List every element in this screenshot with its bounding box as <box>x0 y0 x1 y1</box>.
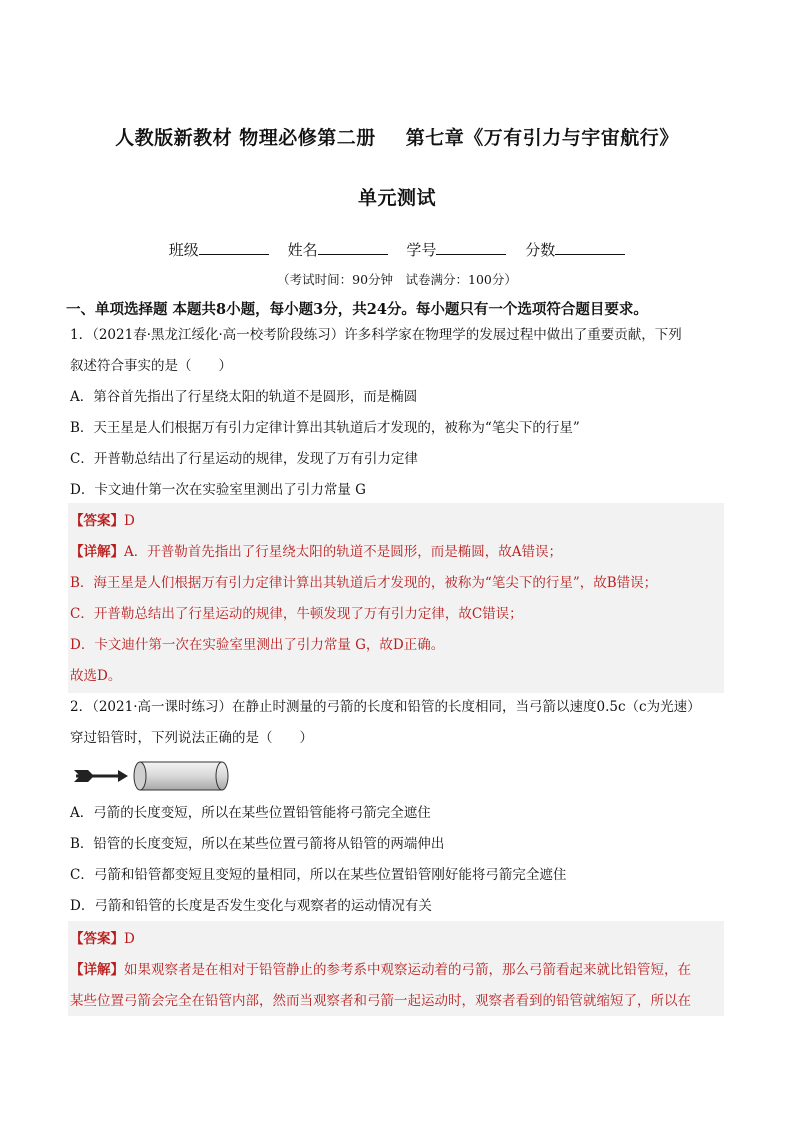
q1-option-a: A．第谷首先指出了行星绕太阳的轨道不是圆形，而是椭圆 <box>70 389 418 405</box>
q1-detail-b: B．海王星是人们根据万有引力定律计算出其轨道后才发现的，被称为“笔尖下的行星”，故B错误； <box>70 575 658 591</box>
q1-stem-line2: 叙述符合事实的是（ ） <box>70 358 232 374</box>
q1-option-c: C．开普勒总结出了行星运动的规律，发现了万有引力定律 <box>70 451 418 467</box>
title-chapter: 第七章《万有引力与宇宙航行》 <box>405 127 679 149</box>
arrow-and-pipe-figure <box>74 760 234 794</box>
q1-stem-line1: 1．（2021春·黑龙江绥化·高一校考阶段练习）许多科学家在物理学的发展过程中做出了重要贡献，下列 <box>70 327 682 343</box>
q1-detail-tag: 【详解】 <box>70 544 124 560</box>
q1-detail-a <box>70 542 730 562</box>
q2-stem-line1: 2．（2021·高一课时练习）在静止时测量的弓箭的长度和铅管的长度相同，当弓箭以速度0.5c（c为光速） <box>70 699 701 715</box>
title-line-1 <box>70 123 724 150</box>
q1-answer-box <box>68 503 724 693</box>
q2-option-d: D．弓箭和铅管的长度是否发生变化与观察者的运动情况有关 <box>70 898 432 914</box>
q2-answer <box>70 929 730 949</box>
q2-detail-line1-text: 如果观察者是在相对于铅管静止的参考系中观察运动着的弓箭，那么弓箭看起来就比铅管短，在 <box>124 962 691 978</box>
title-line-2: 单元测试 <box>357 187 436 209</box>
q2-detail-line1 <box>70 960 730 980</box>
id-label: 学号 <box>406 241 437 259</box>
q1-option-b: B．天王星是人们根据万有引力定律计算出其轨道后才发现的，被称为“笔尖下的行星” <box>70 420 580 436</box>
q2-stem-line2: 穿过铅管时，下列说法正确的是（ ） <box>70 730 313 746</box>
q1-detail-d: D．卡文迪什第一次在实验室里测出了引力常量 G，故D正确。 <box>70 637 445 653</box>
q1-option-d: D．卡文迪什第一次在实验室里测出了引力常量 G <box>70 482 366 498</box>
q1-answer <box>70 511 730 531</box>
name-label: 姓名 <box>287 241 318 259</box>
q2-answer-tag: 【答案】 <box>70 931 124 947</box>
q2-option-a: A．弓箭的长度变短，所以在某些位置铅管能将弓箭完全遮住 <box>70 805 431 821</box>
section-heading: 一、单项选择题 本题共8小题，每小题3分，共24分。每小题只有一个选项符合题目要求。 <box>66 301 648 318</box>
arrow-icon <box>74 770 128 782</box>
q1-answer-value: D <box>124 513 135 529</box>
class-label: 班级 <box>168 241 199 259</box>
name-blank[interactable] <box>318 240 388 255</box>
q1-conclusion: 故选D。 <box>70 668 122 684</box>
q1-detail-c: C．开普勒总结出了行星运动的规律，牛顿发现了万有引力定律，故C错误； <box>70 606 523 622</box>
q1-detail-a-text: A．开普勒首先指出了行星绕太阳的轨道不是圆形，而是椭圆，故A错误； <box>124 544 562 560</box>
exam-note: （考试时间：90分钟 试卷满分：100分） <box>277 272 517 287</box>
title-book: 人教版新教材 物理必修第二册 <box>115 127 376 149</box>
q2-option-c: C．弓箭和铅管都变短且变短的量相同，所以在某些位置铅管刚好能将弓箭完全遮住 <box>70 867 567 883</box>
q2-detail-line2: 某些位置弓箭会完全在铅管内部，然而当观察者和弓箭一起运动时，观察者看到的铅管就缩短了，所以在 <box>70 993 691 1009</box>
q2-detail-tag: 【详解】 <box>70 962 124 978</box>
id-blank[interactable] <box>436 240 506 255</box>
q2-option-b: B．铅管的长度变短，所以在某些位置弓箭将从铅管的两端伸出 <box>70 836 445 852</box>
score-blank[interactable] <box>555 240 625 255</box>
score-label: 分数 <box>525 241 556 259</box>
lead-pipe-icon <box>134 762 228 790</box>
class-blank[interactable] <box>199 240 269 255</box>
q2-answer-value: D <box>124 931 135 947</box>
student-info-row <box>70 239 724 260</box>
q1-answer-tag: 【答案】 <box>70 513 124 529</box>
